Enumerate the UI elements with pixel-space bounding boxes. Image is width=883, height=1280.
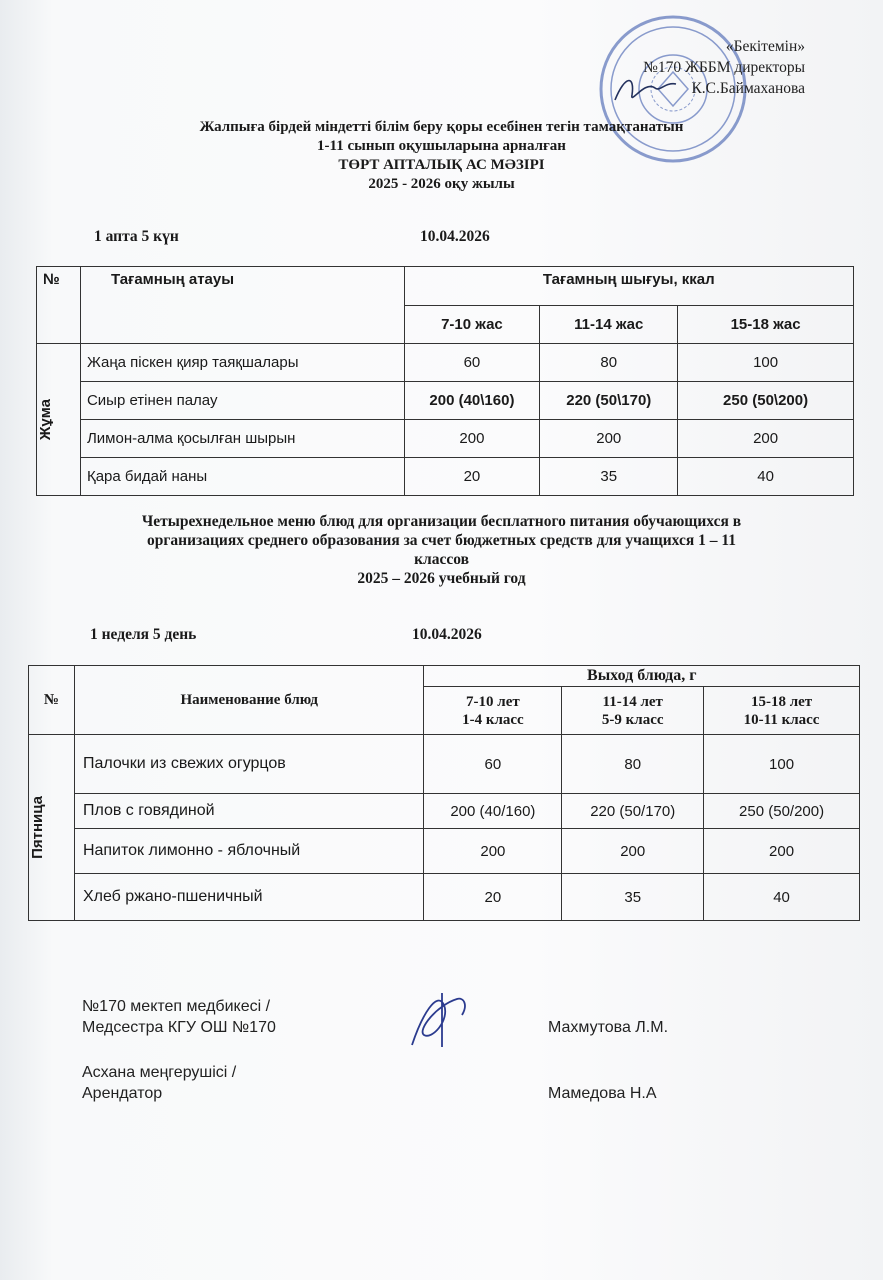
portion-7-10: 20 [404, 458, 540, 496]
ru-day-label: Пятница [29, 796, 46, 859]
ru-title-line: организациях среднего образования за счет бюджетных средств для учащихся 1 – 11 [146, 532, 736, 549]
nurse-name: Махмутова Л.М. [548, 1019, 669, 1036]
kz-col-name: Тағамның атауы [80, 267, 404, 344]
table-row [29, 735, 860, 794]
kz-title-line: 1-11 сынып оқушыларына арналған [317, 138, 566, 154]
ru-grade-label: 1-4 класс [462, 711, 524, 728]
nurse-title-line: №170 мектеп медбикесі / [82, 998, 271, 1015]
dish-name: Лимон-алма қосылған шырын [80, 420, 404, 458]
ru-week-day: 1 неделя 5 день [90, 626, 197, 643]
table-row [29, 829, 860, 874]
nurse-title [82, 996, 276, 1038]
kz-week-day: 1 апта 5 күн [94, 228, 179, 245]
table-row [29, 874, 860, 921]
portion-11-14: 80 [562, 735, 704, 794]
ru-grade-label: 5-9 класс [601, 711, 664, 728]
table-row [29, 794, 860, 829]
ru-title [0, 512, 883, 588]
portion-11-14: 220 (50\170) [540, 382, 678, 420]
ru-menu-table [28, 665, 860, 921]
ru-age-7-10 [424, 687, 562, 735]
kz-date: 10.04.2026 [420, 228, 490, 245]
portion-15-18: 250 (50/200) [704, 794, 860, 829]
dish-name: Қара бидай наны [80, 458, 404, 496]
ru-age-15-18 [704, 687, 860, 735]
ru-age-label: 11-14 лет [602, 693, 663, 710]
canteen-title-line: Асхана меңгерушісі / [82, 1064, 237, 1081]
ru-age-11-14 [562, 687, 704, 735]
kz-col-num: № [37, 267, 81, 344]
nurse-title-line: Медсестра КГУ ОШ №170 [82, 1019, 276, 1036]
ru-age-label: 7-10 лет [466, 693, 520, 710]
dish-name: Сиыр етінен палау [80, 382, 404, 420]
portion-15-18: 200 [704, 829, 860, 874]
table-row [37, 420, 854, 458]
kz-day-label: Жұма [37, 398, 54, 441]
ru-title-line: 2025 – 2026 учебный год [357, 570, 526, 587]
kz-age-15-18: 15-18 жас [678, 306, 854, 344]
table-row [37, 382, 854, 420]
kz-age-11-14: 11-14 жас [540, 306, 678, 344]
kz-title-line: ТӨРТ АПТАЛЫҚ АС МӘЗІРІ [338, 157, 545, 173]
kz-menu-table [36, 266, 854, 496]
table-row [37, 344, 854, 382]
portion-11-14: 200 [540, 420, 678, 458]
portion-11-14: 35 [562, 874, 704, 921]
ru-title-line: Четырехнедельное меню блюд для организации бесплатного питания обучающихся в [141, 513, 742, 530]
portion-7-10: 200 [404, 420, 540, 458]
ru-date: 10.04.2026 [412, 626, 482, 643]
ru-col-name: Наименование блюд [74, 666, 424, 735]
portion-7-10: 60 [404, 344, 540, 382]
ru-age-label: 15-18 лет [750, 693, 813, 710]
dish-name: Жаңа піскен қияр таяқшалары [80, 344, 404, 382]
kz-day-cell [37, 344, 81, 496]
portion-15-18: 40 [704, 874, 860, 921]
portion-11-14: 80 [540, 344, 678, 382]
table-row [37, 458, 854, 496]
canteen-title-line: Арендатор [82, 1085, 163, 1102]
kz-title-line: Жалпыға бірдей міндетті білім беру қоры есебінен тегін тамақтанатын [199, 119, 684, 135]
director-signature-icon [610, 70, 680, 110]
dish-name: Плов с говядиной [74, 794, 424, 829]
dish-name: Палочки из свежих огурцов [74, 735, 424, 794]
kz-title [0, 118, 883, 194]
kz-col-output: Тағамның шығуы, ккал [404, 267, 853, 306]
portion-7-10: 200 (40\160) [404, 382, 540, 420]
portion-11-14: 35 [540, 458, 678, 496]
ru-col-num: № [29, 666, 75, 735]
portion-7-10: 200 (40/160) [424, 794, 562, 829]
dish-name: Хлеб ржано-пшеничный [74, 874, 424, 921]
nurse-signature-icon [402, 985, 482, 1055]
kz-age-7-10: 7-10 жас [404, 306, 540, 344]
approval-title: «Бекітемін» [725, 38, 805, 55]
dish-name: Напиток лимонно - яблочный [74, 829, 424, 874]
portion-15-18: 250 (50\200) [678, 382, 854, 420]
portion-15-18: 200 [678, 420, 854, 458]
portion-7-10: 60 [424, 735, 562, 794]
ru-title-line: классов [414, 551, 469, 568]
canteen-title [82, 1062, 236, 1104]
ru-col-output: Выход блюда, г [424, 666, 860, 687]
kz-title-line: 2025 - 2026 оқу жылы [368, 176, 515, 192]
portion-15-18: 100 [704, 735, 860, 794]
ru-grade-label: 10-11 класс [743, 711, 820, 728]
portion-7-10: 20 [424, 874, 562, 921]
portion-15-18: 40 [678, 458, 854, 496]
ru-day-cell [29, 735, 75, 921]
approval-director-name: К.С.Баймаханова [691, 80, 805, 97]
approval-position: №170 ЖББМ директоры [643, 59, 805, 76]
portion-11-14: 200 [562, 829, 704, 874]
portion-15-18: 100 [678, 344, 854, 382]
portion-11-14: 220 (50/170) [562, 794, 704, 829]
canteen-name: Мамедова Н.А [548, 1085, 657, 1102]
portion-7-10: 200 [424, 829, 562, 874]
